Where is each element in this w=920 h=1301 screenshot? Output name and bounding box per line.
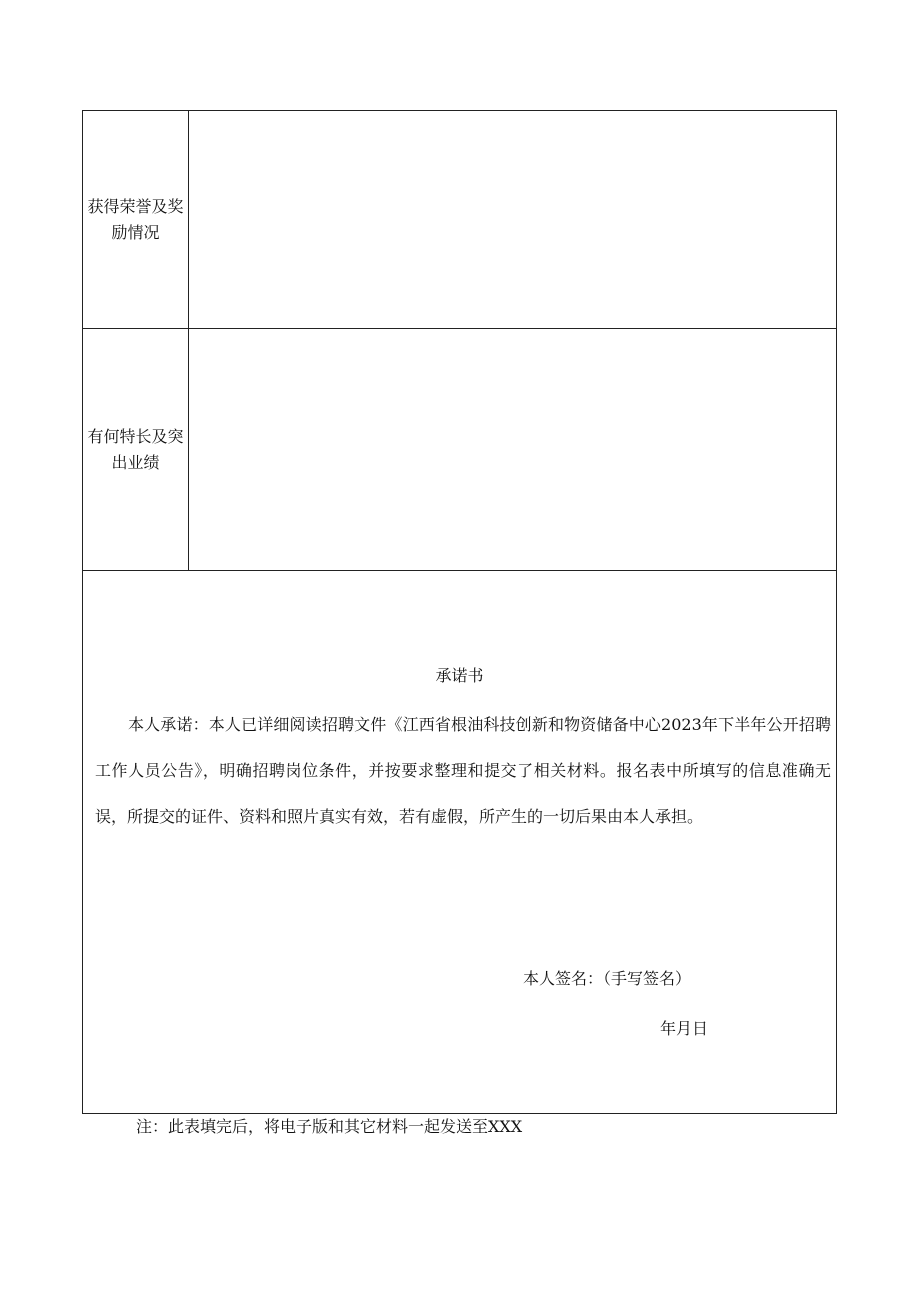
- honors-label-line2: 励情况: [111, 222, 160, 242]
- honors-row: [83, 111, 836, 329]
- skills-label-cell: [83, 329, 189, 570]
- honors-label-cell: [83, 111, 189, 328]
- pledge-row: [83, 571, 836, 1113]
- skills-label: [86, 424, 186, 476]
- pledge-title: 承诺书: [435, 666, 484, 685]
- skills-label-line1: 有何特长及突: [87, 426, 184, 446]
- pledge-body: 本人承诺：本人已详细阅读招聘文件《江西省根油科技创新和物资储备中心2023年下半年公开招聘工作人员公告》，明确招聘岗位条件，并按要求整理和提交了相关材料。报名表中所填写的信息准确无误，所提交的证件、资料和照片真实有效，若有虚假，所产生的一切后果由本人承担。: [95, 715, 831, 826]
- honors-label: [86, 194, 186, 246]
- honors-label-line1: 获得荣誉及奖: [87, 196, 184, 216]
- signature-line: 本人签名：（手写签名）: [523, 969, 692, 988]
- honors-content-cell[interactable]: [189, 111, 836, 328]
- skills-label-line2: 出业绩: [111, 452, 160, 472]
- skills-content-cell[interactable]: [189, 329, 836, 570]
- skills-row: [83, 329, 836, 571]
- date-line: 年月日: [660, 1019, 709, 1038]
- application-form-table: [82, 110, 837, 1114]
- footnote: 注：此表填完后，将电子版和其它材料一起发送至XXX: [136, 1117, 523, 1136]
